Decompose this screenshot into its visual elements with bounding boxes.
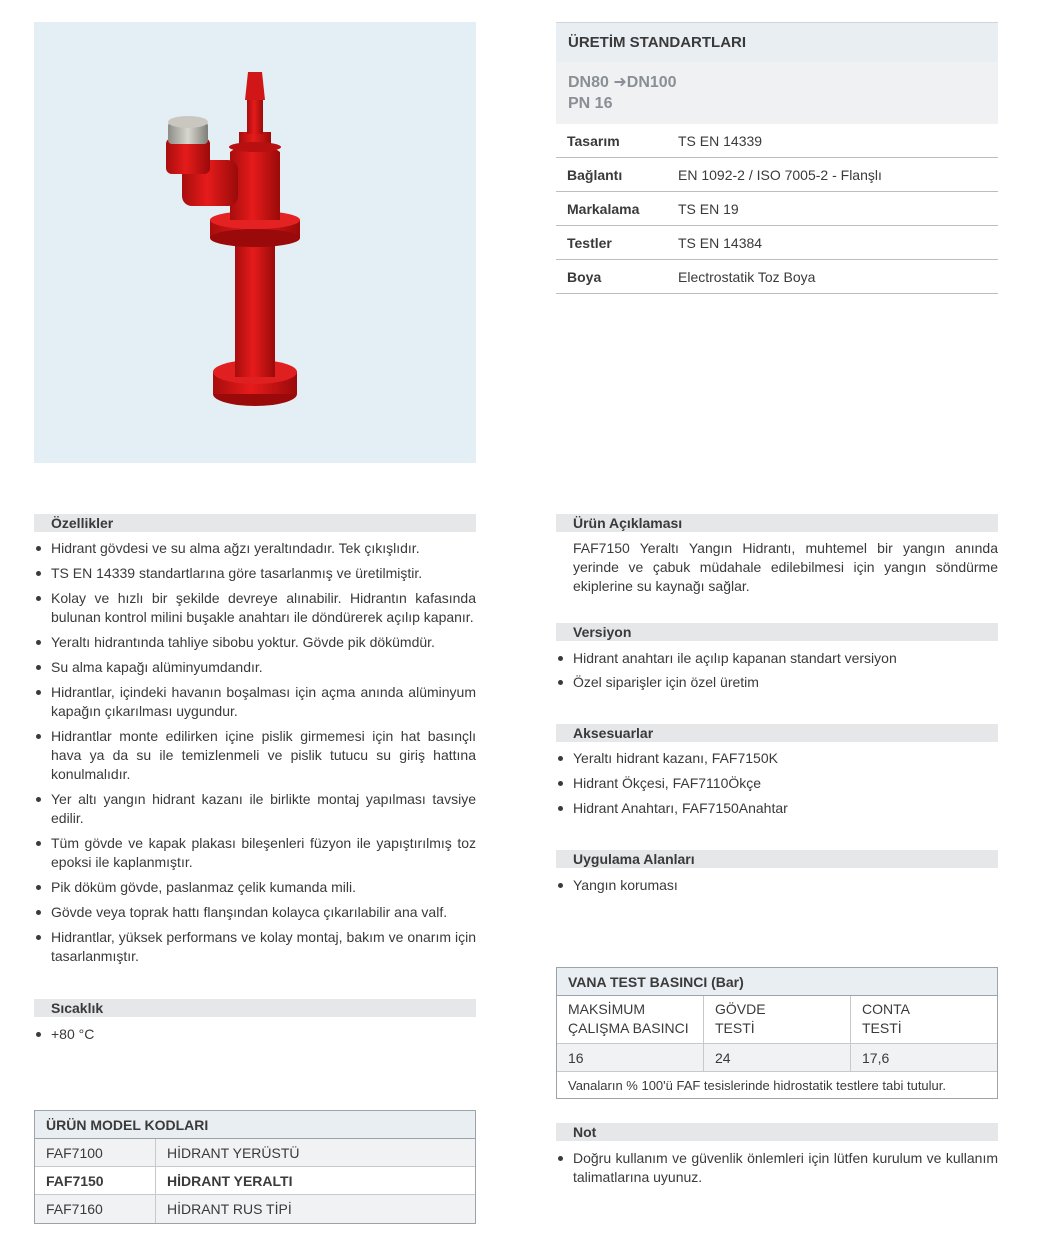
standards-value: Electrostatik Toz Boya	[678, 268, 816, 285]
valve-test-value: 17,6	[851, 1043, 997, 1071]
note-section	[556, 1123, 998, 1187]
feature-item: Hidrant gövdesi ve su alma ağzı yeraltındadır. Tek çıkışlıdır.	[34, 539, 476, 558]
valve-test-column	[704, 996, 851, 1071]
standards-value: TS EN 14339	[678, 132, 763, 149]
standards-title: ÜRETİM STANDARTLARI	[556, 22, 998, 62]
valve-test-note: Vanaların % 100'ü FAF tesislerinde hidrostatik testlere tabi tutulur.	[557, 1071, 997, 1098]
standards-value: EN 1092-2 / ISO 7005-2 - Flanşlı	[678, 166, 882, 183]
valve-test-label	[557, 996, 703, 1043]
model-row	[35, 1195, 475, 1223]
valve-test-label-line: GÖVDE	[715, 1001, 766, 1017]
feature-item: Yer altı yangın hidrant kazanı ile birlikte montaj yapılması tavsiye edilir.	[34, 790, 476, 828]
accessory-item: Yeraltı hidrant kazanı, FAF7150K	[556, 749, 998, 768]
model-codes-table	[34, 1110, 476, 1224]
features-list	[34, 539, 476, 966]
feature-item: Gövde veya toprak hattı flanşından kolayca çıkarılabilir ana valf.	[34, 903, 476, 922]
feature-item: Kolay ve hızlı bir şekilde devreye alınabilir. Hidrantın kafasında bulunan kontrol milini buşakle anahtarı ile döndürerek açılıp kapanır.	[34, 589, 476, 627]
temperature-item: +80 °C	[34, 1025, 476, 1044]
hydrant-illustration	[34, 22, 476, 463]
standards-row	[556, 158, 998, 192]
standards-value: TS EN 14384	[678, 234, 763, 251]
temperature-list	[34, 1025, 476, 1044]
accessory-item: Hidrant Anahtarı, FAF7150Anahtar	[556, 799, 998, 818]
valve-test-label-line: CONTA	[862, 1001, 910, 1017]
valve-test-label-line: ÇALIŞMA BASINCI	[568, 1020, 689, 1036]
version-list	[556, 649, 998, 692]
standards-key: Testler	[567, 234, 612, 251]
standards-table	[556, 22, 998, 294]
description-title: Ürün Açıklaması	[556, 514, 998, 532]
feature-item: Yeraltı hidrantında tahliye sibobu yoktur. Gövde pik dökümdür.	[34, 633, 476, 652]
standards-row	[556, 226, 998, 260]
accessories-section	[556, 724, 998, 818]
standards-size	[556, 62, 998, 124]
standards-pn: PN 16	[568, 95, 613, 112]
model-row	[35, 1167, 475, 1195]
valve-test-column	[851, 996, 997, 1071]
valve-test-columns	[557, 996, 997, 1071]
applications-title: Uygulama Alanları	[556, 850, 998, 868]
note-list	[556, 1149, 998, 1187]
features-title: Özellikler	[34, 514, 476, 532]
feature-item: Su alma kapağı alüminyumdandır.	[34, 658, 476, 677]
valve-test-label-line: TESTİ	[715, 1020, 755, 1036]
version-section	[556, 623, 998, 692]
feature-item: Hidrantlar, içindeki havanın boşalması için açma anında alüminyum kapağın çıkarılması uygundur.	[34, 683, 476, 721]
model-codes-title: ÜRÜN MODEL KODLARI	[35, 1111, 475, 1139]
note-item: Doğru kullanım ve güvenlik önlemleri için lütfen kurulum ve kullanım talimatlarına uyunuz.	[556, 1149, 998, 1187]
product-image	[34, 22, 476, 463]
description-section	[556, 514, 998, 596]
model-name: HİDRANT YERALTI	[167, 1173, 293, 1189]
version-item: Özel siparişler için özel üretim	[556, 673, 998, 692]
valve-test-value: 24	[704, 1043, 850, 1071]
standards-key: Markalama	[567, 200, 640, 217]
model-row	[35, 1139, 475, 1167]
feature-item: Hidrantlar, yüksek performans ve kolay montaj, bakım ve onarım için tasarlanmıştır.	[34, 928, 476, 966]
applications-section	[556, 850, 998, 895]
version-item: Hidrant anahtarı ile açılıp kapanan standart versiyon	[556, 649, 998, 668]
description-text: FAF7150 Yeraltı Yangın Hidrantı, muhtemel bir yangın anında yerinde ve çabuk müdahale edilebilmesi için yangın söndürme ekiplerine su kaynağı sağlar.	[573, 540, 998, 594]
note-title: Not	[556, 1123, 998, 1141]
standards-row	[556, 124, 998, 158]
valve-test-label	[704, 996, 850, 1043]
standards-key: Bağlantı	[567, 166, 623, 183]
valve-test-label	[851, 996, 997, 1043]
valve-test-label-line: TESTİ	[862, 1020, 902, 1036]
feature-item: Tüm gövde ve kapak plakası bileşenleri füzyon ile yapıştırılmış toz epoksi ile kaplanmıştır.	[34, 834, 476, 872]
valve-test-title: VANA TEST BASINCI (Bar)	[557, 968, 997, 996]
standards-value: TS EN 19	[678, 200, 739, 217]
model-code: FAF7100	[35, 1139, 156, 1166]
accessories-list	[556, 749, 998, 818]
model-name: HİDRANT RUS TİPİ	[167, 1201, 292, 1217]
application-item: Yangın koruması	[556, 876, 998, 895]
accessories-title: Aksesuarlar	[556, 724, 998, 742]
feature-item: Pik döküm gövde, paslanmaz çelik kumanda mili.	[34, 878, 476, 897]
feature-item: Hidrantlar monte edilirken içine pislik girmemesi için hat basınçlı hava ya da su ile temizlenmeli ve pislik tutucu su giriş hattına konulmalıdır.	[34, 727, 476, 784]
model-code: FAF7150	[35, 1167, 156, 1194]
standards-key: Tasarım	[567, 132, 620, 149]
model-name: HİDRANT YERÜSTÜ	[167, 1145, 300, 1161]
temperature-title: Sıcaklık	[34, 999, 476, 1017]
model-code: FAF7160	[35, 1195, 156, 1223]
applications-list	[556, 876, 998, 895]
valve-test-table	[556, 967, 998, 1099]
version-title: Versiyon	[556, 623, 998, 641]
standards-row	[556, 260, 998, 294]
valve-test-label-line: MAKSİMUM	[568, 1001, 645, 1017]
features-section	[34, 514, 476, 966]
feature-item: TS EN 14339 standartlarına göre tasarlanmış ve üretilmiştir.	[34, 564, 476, 583]
valve-test-column	[557, 996, 704, 1071]
standards-key: Boya	[567, 268, 602, 285]
valve-test-value: 16	[557, 1043, 703, 1071]
standards-dn: DN80 ➜DN100	[568, 74, 677, 91]
accessory-item: Hidrant Ökçesi, FAF7110Ökçe	[556, 774, 998, 793]
standards-row	[556, 192, 998, 226]
temperature-section	[34, 999, 476, 1044]
